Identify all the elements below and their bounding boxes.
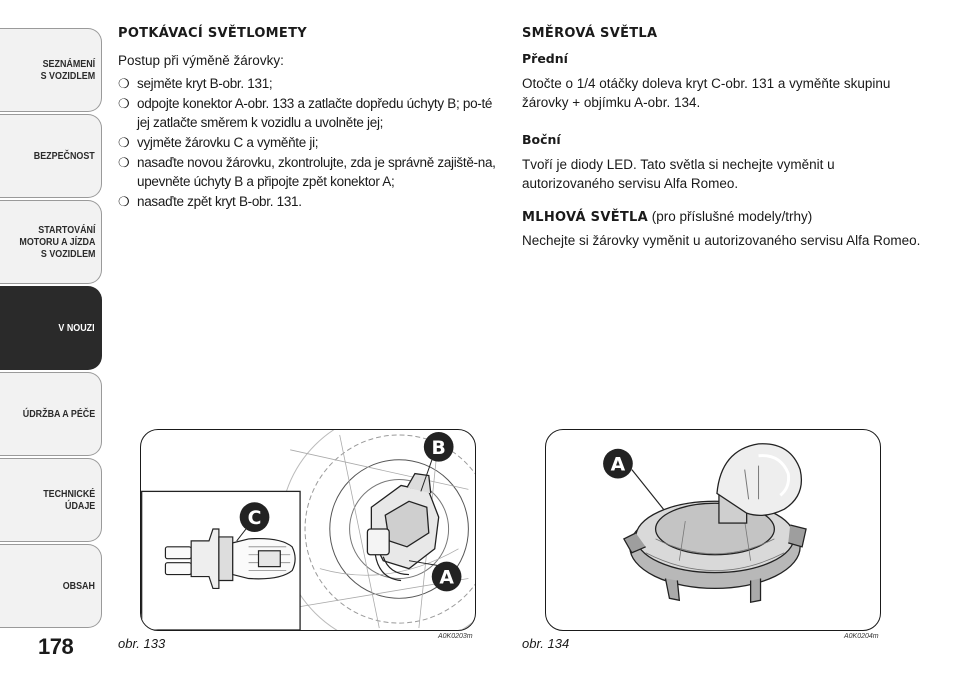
intro-text: Postup při výměně žárovky:	[118, 53, 284, 68]
tab-label: BEZPEČNOST	[33, 150, 95, 162]
side-subheading: Boční	[522, 132, 561, 147]
bullet-icon: ❍	[118, 194, 130, 209]
chapter-tabs	[0, 28, 102, 630]
side-text: Tvoří je diody LED. Tato světla si nechejte vyměnit u autorizovaného servisu Alfa Romeo.	[522, 157, 835, 191]
fog-heading: MLHOVÁ SVĚTLA	[522, 210, 648, 225]
bullet-icon: ❍	[118, 155, 130, 170]
tab-obsah[interactable]	[0, 544, 102, 628]
section-heading: POTKÁVACÍ SVĚTLOMETY	[118, 26, 307, 41]
figure-134	[545, 429, 881, 631]
tab-label: V NOUZI	[58, 322, 95, 334]
svg-text:A: A	[610, 454, 626, 476]
steps-list	[118, 74, 508, 211]
svg-text:A: A	[439, 567, 454, 589]
figure-code: A0K0203m	[438, 633, 473, 640]
low-beam-section	[118, 26, 508, 212]
page-number: 178	[38, 634, 74, 659]
list-item: ❍ nasaďte zpět kryt B-obr. 131.	[118, 194, 302, 209]
fog-text: Nechejte si žárovky vyměnit u autorizovaného servisu Alfa Romeo.	[522, 233, 921, 248]
label-b	[424, 432, 454, 462]
bulb-socket-illustration	[546, 430, 880, 630]
svg-text:B: B	[431, 437, 446, 459]
list-item: ❍ sejměte kryt B-obr. 131;	[118, 76, 273, 91]
svg-text:C: C	[247, 508, 262, 530]
tab-seznameni[interactable]	[0, 28, 102, 112]
list-item: ❍ odpojte konektor A-obr. 133 a zatlačte dopředu úchyty B; po-té jej zatlačte směrem k vozidlu a uvolněte jej;	[118, 96, 493, 130]
tab-bezpecnost[interactable]	[0, 114, 102, 198]
tab-label: TECHNICKÉ ÚDAJE	[42, 488, 95, 512]
front-subheading: Přední	[522, 51, 568, 66]
bullet-icon: ❍	[118, 135, 130, 150]
figure-caption: obr. 134	[522, 636, 570, 651]
bullet-icon: ❍	[118, 96, 130, 111]
label-a	[432, 562, 462, 592]
fog-heading-line	[522, 207, 922, 227]
figure-133	[140, 429, 476, 631]
list-item: ❍ vyjměte žárovku C a vyměňte ji;	[118, 135, 319, 150]
tab-technicke-udaje[interactable]	[0, 458, 102, 542]
list-item: ❍ nasaďte novou žárovku, zkontrolujte, zda je správně zajiště-na, upevněte úchyty B a připojte zpět konektor A;	[118, 155, 496, 189]
tab-label: STARTOVÁNÍ MOTORU A JÍZDA S VOZIDLEM	[18, 224, 95, 260]
figure-code: A0K0204m	[844, 633, 879, 640]
tab-startovani[interactable]	[0, 200, 102, 284]
fog-note: (pro příslušné modely/trhy)	[651, 209, 813, 224]
tab-label: OBSAH	[62, 580, 95, 592]
label-c	[240, 502, 270, 532]
tab-label: SEZNÁMENÍ S VOZIDLEM	[40, 58, 95, 82]
headlamp-illustration	[141, 430, 475, 630]
front-text: Otočte o 1/4 otáčky doleva kryt C-obr. 131 a vyměňte skupinu žárovky + objímku A-obr. 134.	[522, 76, 891, 110]
tab-label: ÚDRŽBA A PÉČE	[22, 408, 95, 420]
turn-signals-section	[522, 26, 922, 258]
bullet-icon: ❍	[118, 76, 130, 91]
label-a	[603, 449, 633, 479]
tab-v-nouzi[interactable]	[0, 286, 102, 370]
figure-caption: obr. 133	[118, 636, 166, 651]
tab-udrzba[interactable]	[0, 372, 102, 456]
section-heading: SMĚROVÁ SVĚTLA	[522, 26, 658, 41]
